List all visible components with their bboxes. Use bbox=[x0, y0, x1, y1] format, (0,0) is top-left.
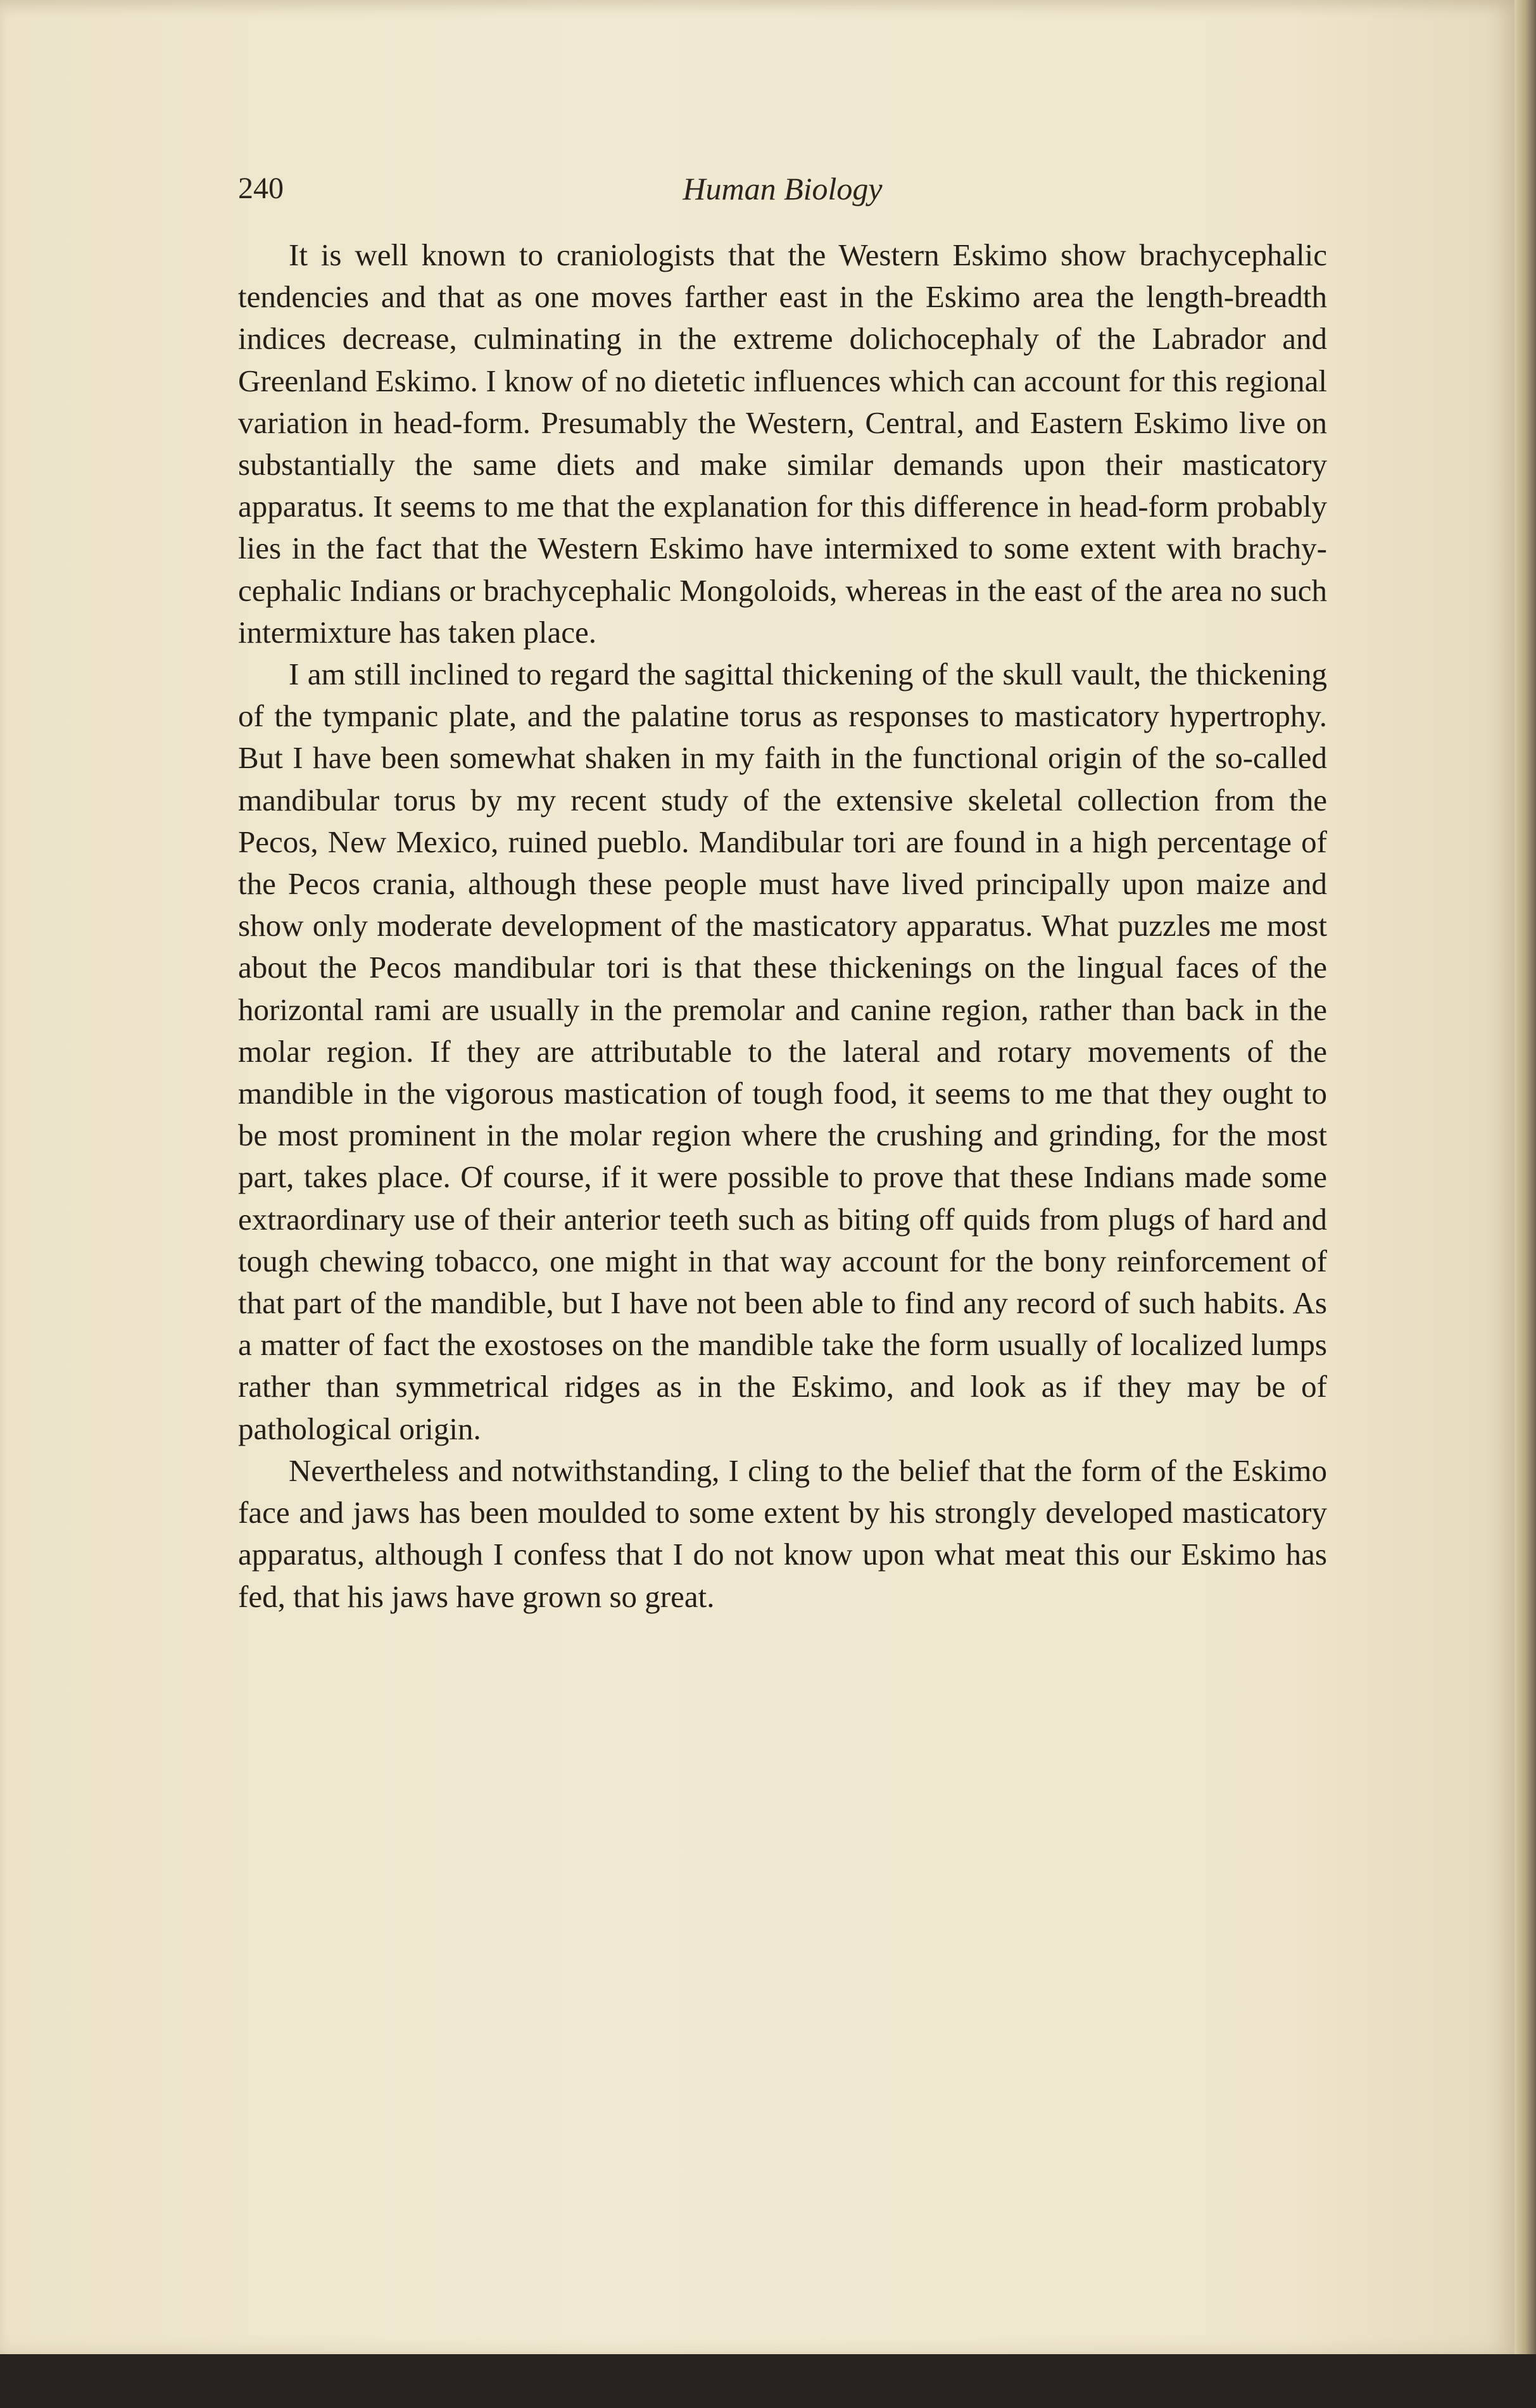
running-head bbox=[238, 163, 1327, 214]
page-edge bbox=[1514, 0, 1536, 2408]
paragraph: It is well known to craniologists that the Western Eskimo show brachycephalic tendencies and that as one moves farther east in the Eskimo area the length-breadth indices decrease, culminating in the extreme dolichocephaly of the Labrador and Greenland Eskimo. I know of no dietetic influences which can account for this regional variation in head-form. Presumably the Western, Central, and Eastern Eskimo live on substantially the same diets and make similar demands upon their masticatory apparatus. It seems to me that the explanation for this difference in head-form probably lies in the fact that the Western Eskimo have intermixed to some extent with brachycephalic Indians or brachycephalic Mongoloids, whereas in the east of the area no such intermixture has taken place. bbox=[238, 237, 1327, 650]
journal-title: Human Biology bbox=[683, 171, 883, 206]
paragraph: Nevertheless and notwithstanding, I cling to the belief that the form of the Eskimo face and jaws has been moulded to some extent by his strongly developed masticatory apparatus, although I confess that I do not know upon what meat this our Eskimo has fed, that his jaws have grown so great. bbox=[238, 1453, 1327, 1614]
body-text bbox=[238, 234, 1327, 1618]
page-number: 240 bbox=[238, 172, 284, 205]
paragraph: I am still inclined to regard the sagittal thickening of the skull vault, the thickening of the tympanic plate, and the palatine torus as responses to masticatory hypertrophy. But I have been somewhat shaken in my faith in the functional origin of the so-called mandibular torus by my recent study of the extensive skeletal collection from the Pecos, New Mexico, ruined pueblo. Mandibular tori are found in a high percentage of the Pecos crania, although these people must have lived principally upon maize and show only moderate development of the masticatory apparatus. What puzzles me most about the Pecos mandibular tori is that these thickenings on the lingual faces of the horizontal rami are usually in the premolar and canine region, rather than back in the molar region. If they are attributable to the lateral and rotary movements of the mandible in the vigorous mastication of tough food, it seems to me that they ought to be most prominent in the molar region where the crushing and grinding, for the most part, takes place. Of course, if it were possible to prove that these Indians made some extraordinary use of their anterior teeth such as biting off quids from plugs of hard and tough chewing tobacco, one might in that way account for the bony reinforcement of that part of the mandible, but I have not been able to find any record of such habits. As a matter of fact the exostoses on the mandible take the form usually of localized lumps rather than symmetrical ridges as in the Eskimo, and look as if they may be of pathological origin. bbox=[238, 657, 1327, 1446]
scan-background bbox=[0, 2354, 1536, 2408]
